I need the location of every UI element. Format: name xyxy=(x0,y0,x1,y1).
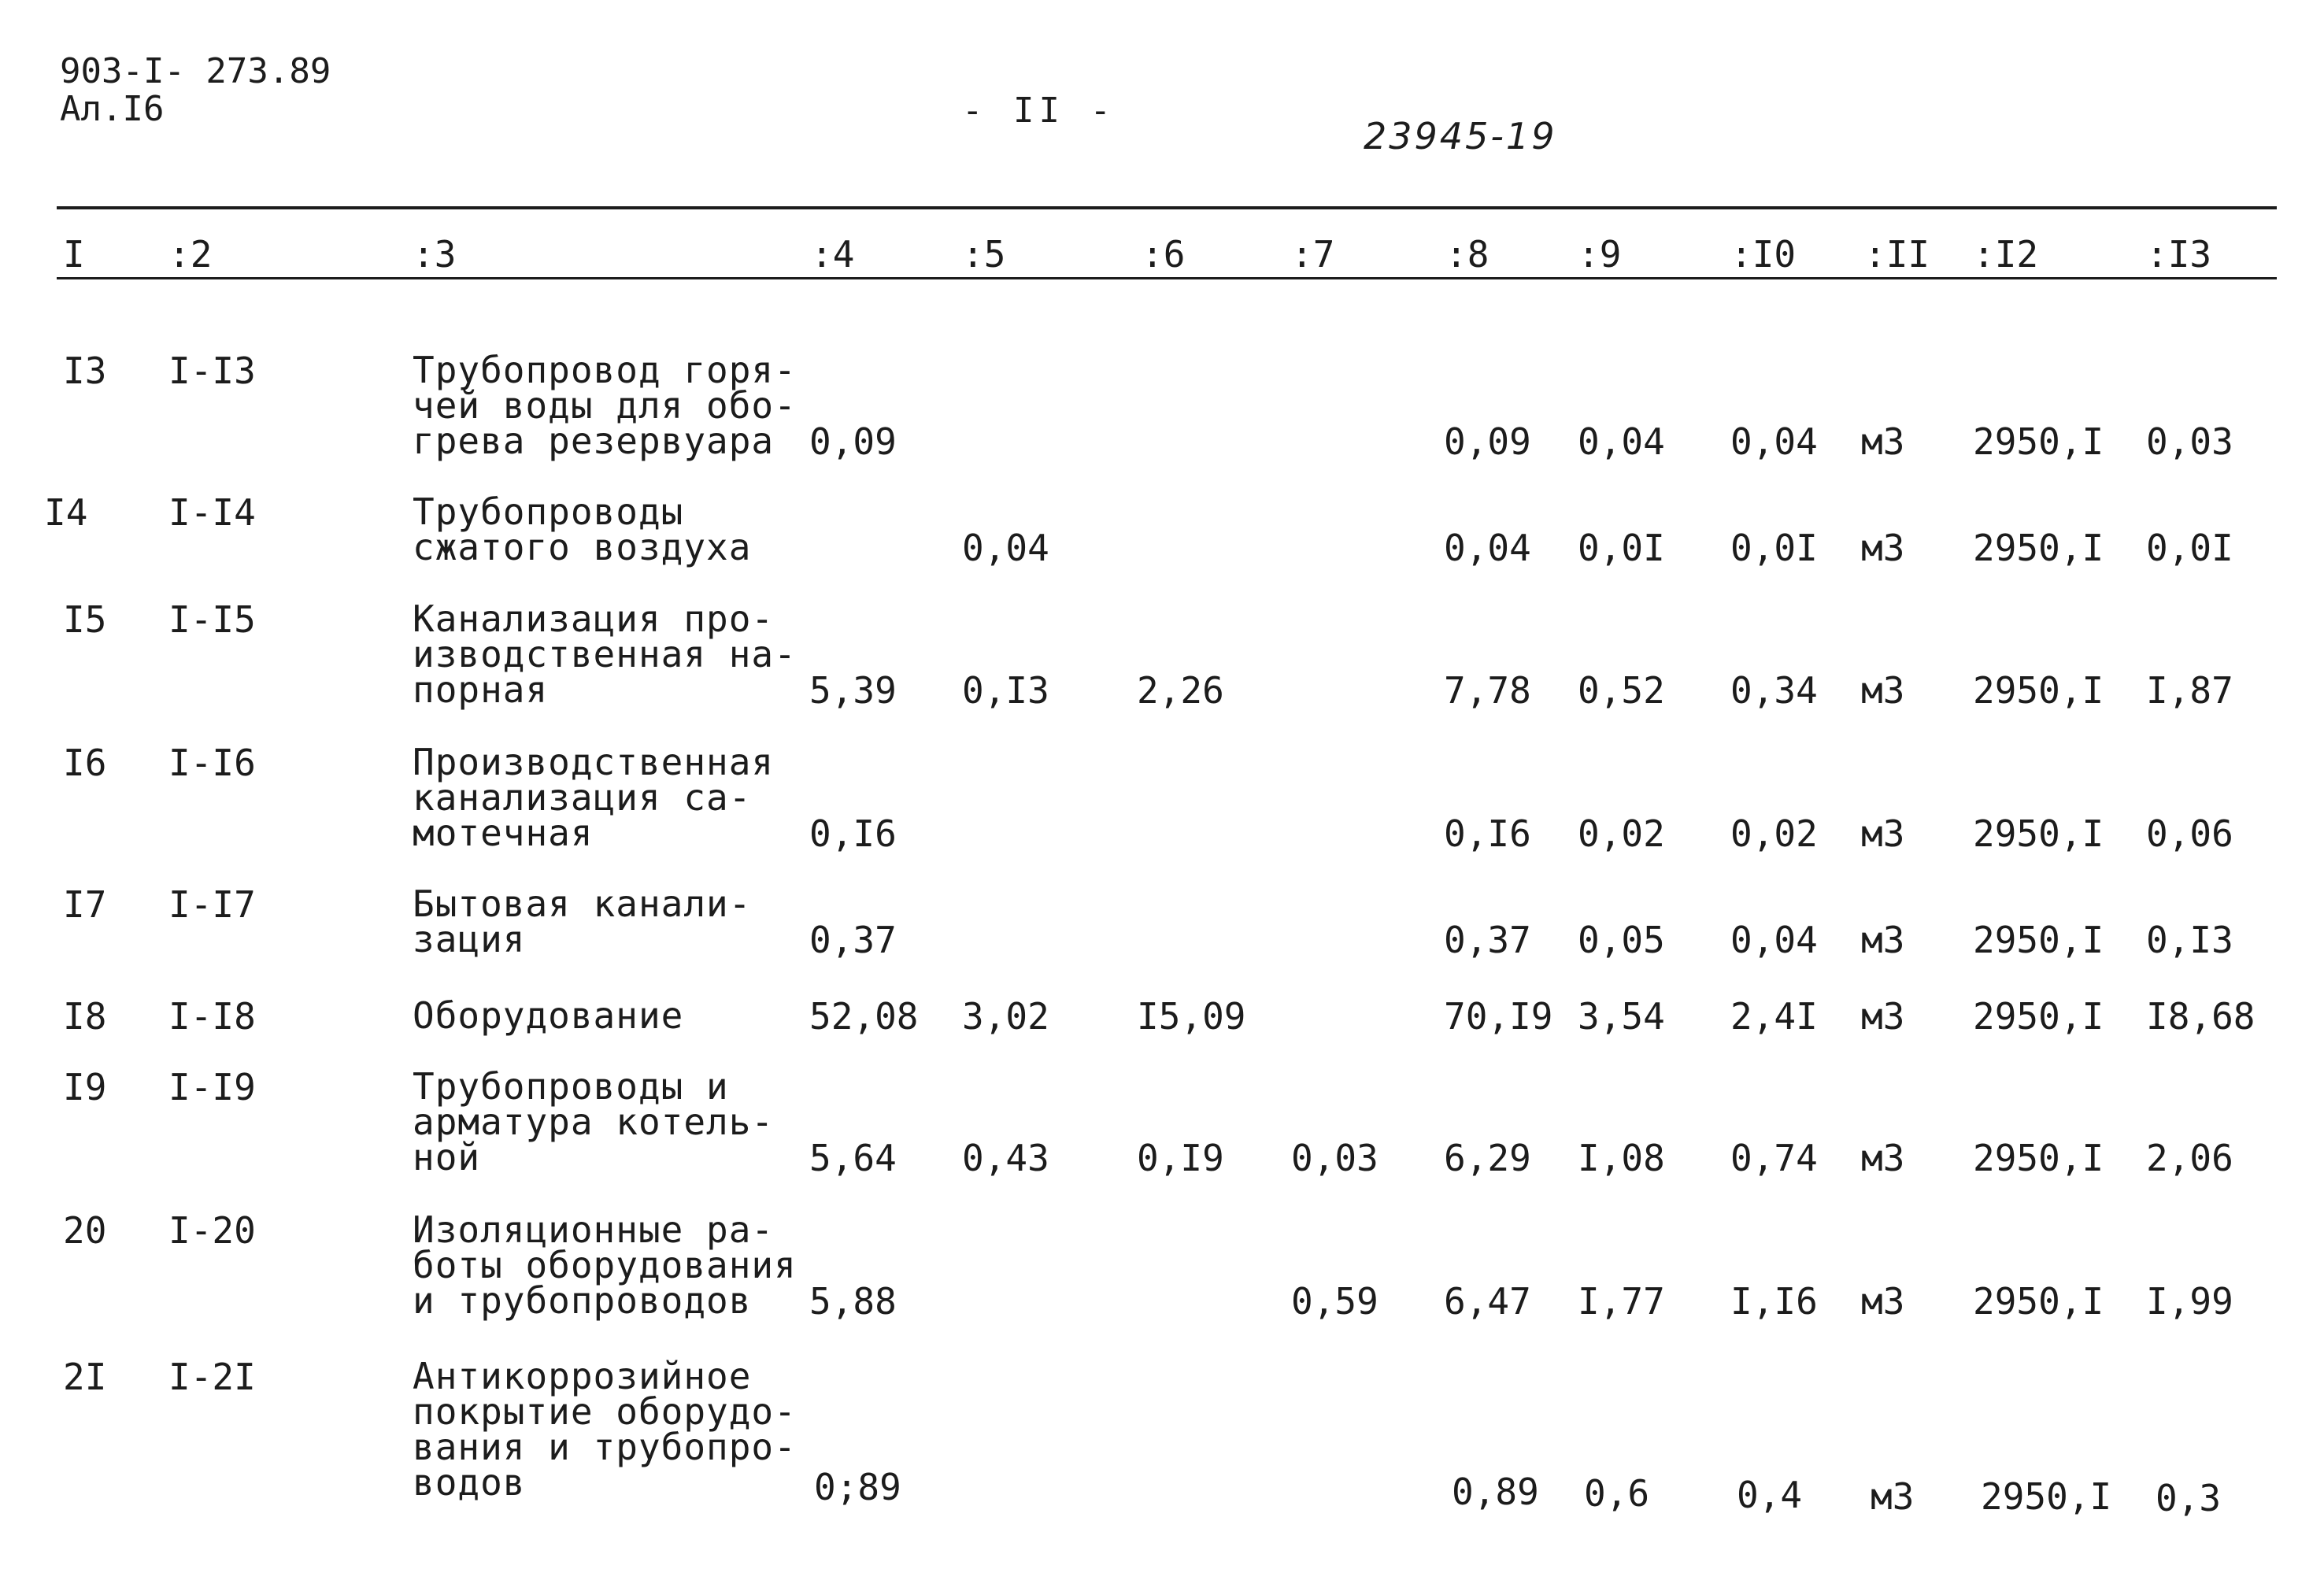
cell-6: 0,I9 xyxy=(1137,1137,1224,1179)
cell-4: 5,88 xyxy=(809,1280,897,1323)
item-code: I-I3 xyxy=(168,350,256,392)
cell-8: 7,78 xyxy=(1444,669,1531,712)
row-number: I7 xyxy=(63,883,107,926)
cell-12: 2950,I xyxy=(1973,812,2104,855)
item-code: I-I5 xyxy=(168,598,256,641)
cell-4: 0,37 xyxy=(809,919,897,961)
cell-4: 0,I6 xyxy=(809,812,897,855)
item-code: I-I7 xyxy=(168,883,256,926)
column-header-4: :4 xyxy=(811,233,855,276)
cell-9: 0,0I xyxy=(1578,527,1665,569)
unit: м3 xyxy=(1861,669,1905,712)
cell-9: 0,04 xyxy=(1578,420,1665,463)
cell-10: 0,4 xyxy=(1737,1474,1803,1516)
cell-10: 0,02 xyxy=(1730,812,1818,855)
unit: м3 xyxy=(1861,1280,1905,1323)
column-header-7: :7 xyxy=(1291,233,1335,276)
unit: м3 xyxy=(1861,527,1905,569)
cell-12: 2950,I xyxy=(1973,669,2104,712)
work-name: Антикоррозийное покрытие оборудо- вания и трубопро- водов xyxy=(413,1355,797,1504)
cell-13: I8,68 xyxy=(2146,995,2256,1038)
document-code: 903-I- 273.89 xyxy=(60,51,331,91)
cell-8: 70,I9 xyxy=(1444,995,1553,1038)
cell-12: 2950,I xyxy=(1973,919,2104,961)
cell-10: 2,4I xyxy=(1730,995,1818,1038)
cell-9: 3,54 xyxy=(1578,995,1665,1038)
cell-8: 6,47 xyxy=(1444,1280,1531,1323)
cell-5: 0,I3 xyxy=(962,669,1049,712)
cell-4: 52,08 xyxy=(809,995,919,1038)
cell-13: 0,0I xyxy=(2146,527,2233,569)
cell-12: 2950,I xyxy=(1981,1475,2112,1518)
cell-4: 0;89 xyxy=(814,1466,901,1508)
unit: м3 xyxy=(1871,1475,1915,1518)
item-code: I-I6 xyxy=(168,742,256,784)
column-header-12: :I2 xyxy=(1973,233,2039,276)
unit: м3 xyxy=(1861,995,1905,1038)
cell-13: I,87 xyxy=(2146,669,2233,712)
column-header-5: :5 xyxy=(962,233,1006,276)
cell-13: 0,3 xyxy=(2156,1477,2222,1519)
cell-12: 2950,I xyxy=(1973,420,2104,463)
cell-4: 0,09 xyxy=(809,420,897,463)
column-header-13: :I3 xyxy=(2146,233,2212,276)
cell-10: 0,74 xyxy=(1730,1137,1818,1179)
unit: м3 xyxy=(1861,420,1905,463)
row-number: I8 xyxy=(63,995,107,1038)
work-name: Оборудование xyxy=(413,994,684,1037)
unit: м3 xyxy=(1861,812,1905,855)
work-name: Трубопроводы сжатого воздуха xyxy=(413,490,752,568)
column-header-11: :II xyxy=(1864,233,1930,276)
cell-10: 0,04 xyxy=(1730,420,1818,463)
unit: м3 xyxy=(1861,919,1905,961)
cell-8: 0,37 xyxy=(1444,919,1531,961)
work-name: Канализация про- изводственная на- порная xyxy=(413,598,797,711)
row-number: I4 xyxy=(44,491,88,534)
cell-9: 0,02 xyxy=(1578,812,1665,855)
cell-12: 2950,I xyxy=(1973,527,2104,569)
column-header-3: :3 xyxy=(413,233,457,276)
item-code: I-I8 xyxy=(168,995,256,1038)
cell-7: 0,59 xyxy=(1291,1280,1378,1323)
cell-10: 0,34 xyxy=(1730,669,1818,712)
column-header-2: :2 xyxy=(168,233,213,276)
row-number: I3 xyxy=(63,350,107,392)
item-code: I-I9 xyxy=(168,1066,256,1108)
header-bottom-rule xyxy=(57,277,2277,279)
cell-9: 0,52 xyxy=(1578,669,1665,712)
row-number: I6 xyxy=(63,742,107,784)
cell-8: 6,29 xyxy=(1444,1137,1531,1179)
item-code: I-2I xyxy=(168,1356,256,1398)
work-name: Производственная канализация са- мотечная xyxy=(413,741,775,854)
cell-5: 3,02 xyxy=(962,995,1049,1038)
cell-10: I,I6 xyxy=(1730,1280,1818,1323)
cell-9: I,77 xyxy=(1578,1280,1665,1323)
cell-12: 2950,I xyxy=(1973,1137,2104,1179)
column-header-10: :I0 xyxy=(1730,233,1797,276)
cell-4: 5,39 xyxy=(809,669,897,712)
column-header-8: :8 xyxy=(1445,233,1490,276)
handwritten-stamp: 23945-19 xyxy=(1364,115,1557,157)
cell-4: 5,64 xyxy=(809,1137,897,1179)
cell-8: 0,09 xyxy=(1444,420,1531,463)
column-header-6: :6 xyxy=(1142,233,1186,276)
column-header-1: I xyxy=(63,233,85,276)
item-code: I-I4 xyxy=(168,491,256,534)
page-number: - II - xyxy=(962,91,1116,131)
column-header-9: :9 xyxy=(1578,233,1622,276)
work-name: Изоляционные ра- боты оборудования и трубопроводов xyxy=(413,1208,797,1322)
cell-8: 0,89 xyxy=(1452,1471,1539,1513)
sheet-number: Ал.I6 xyxy=(60,89,165,129)
cell-6: I5,09 xyxy=(1137,995,1246,1038)
cell-12: 2950,I xyxy=(1973,995,2104,1038)
work-name: Трубопроводы и арматура котель- ной xyxy=(413,1065,775,1179)
cell-9: 0,6 xyxy=(1584,1472,1650,1515)
cell-13: I,99 xyxy=(2146,1280,2233,1323)
unit: м3 xyxy=(1861,1137,1905,1179)
cell-10: 0,04 xyxy=(1730,919,1818,961)
cell-13: 0,I3 xyxy=(2146,919,2233,961)
row-number: I5 xyxy=(63,598,107,641)
cell-8: 0,04 xyxy=(1444,527,1531,569)
cell-12: 2950,I xyxy=(1973,1280,2104,1323)
cell-9: 0,05 xyxy=(1578,919,1665,961)
cell-5: 0,04 xyxy=(962,527,1049,569)
cell-10: 0,0I xyxy=(1730,527,1818,569)
cell-6: 2,26 xyxy=(1137,669,1224,712)
table-top-rule xyxy=(57,206,2277,209)
item-code: I-20 xyxy=(168,1209,256,1252)
cell-13: 0,03 xyxy=(2146,420,2233,463)
cell-5: 0,43 xyxy=(962,1137,1049,1179)
cell-9: I,08 xyxy=(1578,1137,1665,1179)
cell-13: 0,06 xyxy=(2146,812,2233,855)
cell-8: 0,I6 xyxy=(1444,812,1531,855)
work-name: Бытовая канали- зация xyxy=(413,883,752,960)
row-number: I9 xyxy=(63,1066,107,1108)
work-name: Трубопровод горя- чей воды для обо- грева резервуара xyxy=(413,349,797,462)
row-number: 20 xyxy=(63,1209,107,1252)
row-number: 2I xyxy=(63,1356,107,1398)
cell-13: 2,06 xyxy=(2146,1137,2233,1179)
cell-7: 0,03 xyxy=(1291,1137,1378,1179)
